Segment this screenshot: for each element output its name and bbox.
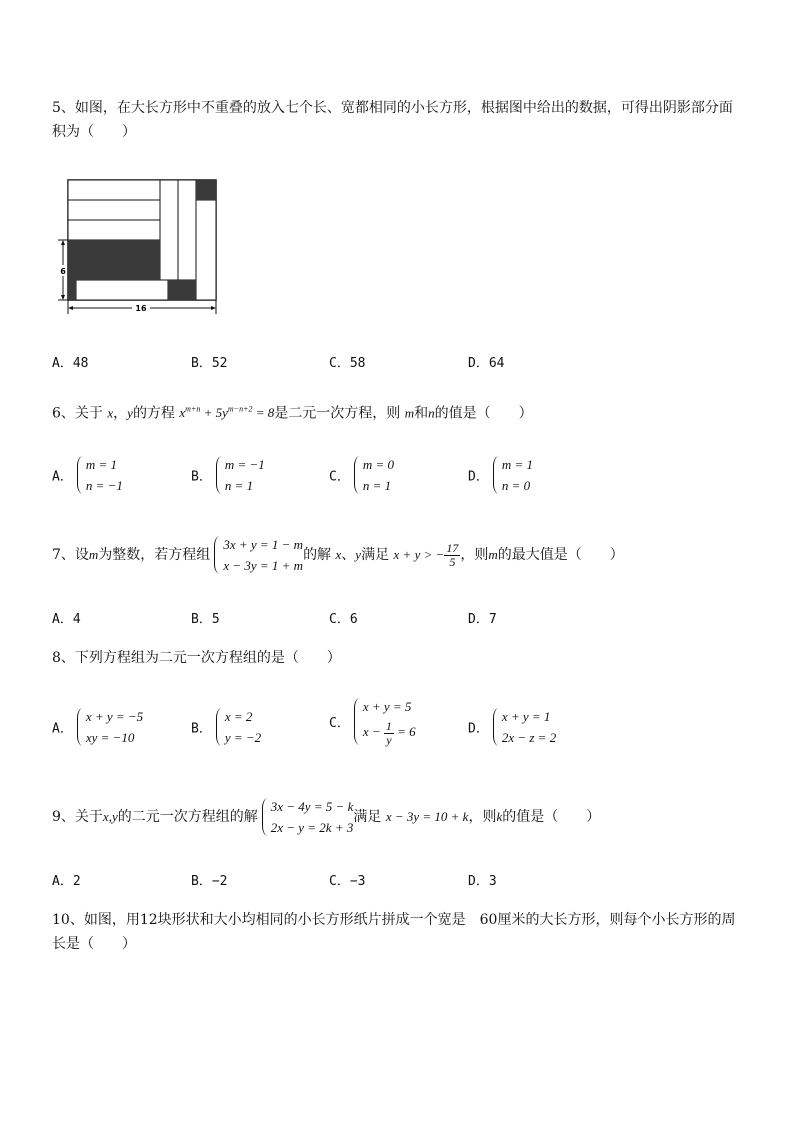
- small-rectangle: [196, 200, 216, 300]
- question-8-text: 8、下列方程组为二元一次方程组的是（ ）: [52, 650, 341, 666]
- question-5-text: 5、如图，在大长方形中不重叠的放入七个长、宽都相同的小长方形，根据图中给出的数据，可得出阴影部分面积为（ ）: [52, 100, 733, 140]
- option-c[interactable]: C．58: [329, 356, 366, 371]
- equation-system: 3x − 4y = 5 − k 2x − y = 2k + 3: [262, 796, 354, 838]
- small-rectangle: [178, 180, 196, 280]
- option-c[interactable]: C． m = 0 n = 1: [329, 454, 394, 496]
- option-a[interactable]: A． m = 1 n = −1: [52, 454, 123, 496]
- option-d[interactable]: D． x + y = 1 2x − z = 2: [468, 706, 556, 748]
- question-9-text: 9、关于x,y的二元一次方程组的解 3x − 4y = 5 − k 2x − y = 2k + 3 满足 x − 3y = 10 + k，则k的值是（ ）: [52, 796, 742, 838]
- option-a[interactable]: A．2: [52, 874, 81, 889]
- width-label: 16: [135, 304, 147, 313]
- equation-system: 3x + y = 1 − m x − 3y = 1 + m: [214, 534, 303, 576]
- small-rectangle: [160, 180, 178, 280]
- option-b[interactable]: B． x = 2 y = −2: [191, 706, 261, 748]
- option-a[interactable]: A． x + y = −5 xy = −10: [52, 706, 143, 748]
- height-label: 6: [60, 267, 66, 276]
- small-rectangle: [68, 200, 160, 220]
- small-rectangle: [76, 280, 168, 300]
- option-b[interactable]: B．52: [191, 356, 228, 371]
- question-7-text: 7、设m为整数，若方程组 3x + y = 1 − m x − 3y = 1 + m 的解 x、y满足 x + y > − $\frac{17}{5}$ ，则m的最大值是（ ）: [52, 534, 742, 576]
- option-c[interactable]: C．−3: [329, 874, 366, 889]
- question-6-text: 6、关于 x，y的方程 $x^{m+n} + 5y^{m-n+2} = 8$是二元一次方程，则 m和n的值是（ ）: [52, 405, 533, 422]
- option-a[interactable]: A．48: [52, 356, 89, 371]
- option-d[interactable]: D．7: [468, 612, 497, 627]
- shaded-region: [68, 280, 76, 300]
- option-c[interactable]: C． x + y = 5 x − $\frac{1}{y}$ = 6: [329, 696, 416, 747]
- option-d[interactable]: D．3: [468, 874, 497, 889]
- small-rectangle: [68, 220, 160, 240]
- shaded-region: [196, 180, 216, 200]
- option-b[interactable]: B．−2: [191, 874, 228, 889]
- small-rectangle: [68, 180, 160, 200]
- option-b[interactable]: B． m = −1 n = 1: [191, 454, 265, 496]
- question-10-text: 10、如图，用12块形状和大小均相同的小长方形纸片拼成一个宽是 60厘米的大长方形，则每个小长方形的周长是（ ）: [52, 912, 736, 952]
- option-c[interactable]: C．6: [329, 612, 358, 627]
- option-b[interactable]: B．5: [191, 612, 220, 627]
- shaded-region: [168, 280, 196, 300]
- shaded-region: [68, 240, 160, 280]
- option-a[interactable]: A．4: [52, 612, 81, 627]
- equation: $x^{m+n} + 5y^{m-n+2} = 8$: [179, 405, 275, 421]
- question-5-figure: [52, 172, 232, 318]
- option-d[interactable]: D． m = 1 n = 0: [468, 454, 533, 496]
- option-d[interactable]: D．64: [468, 356, 505, 371]
